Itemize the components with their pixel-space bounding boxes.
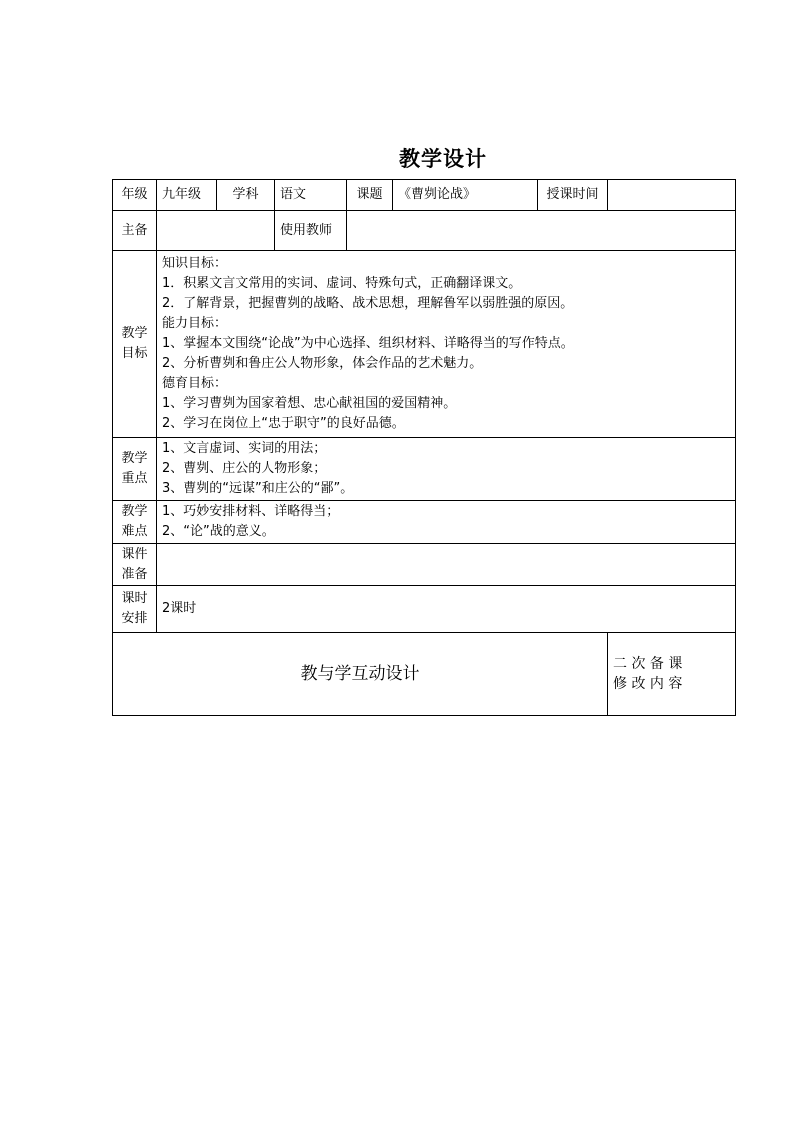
- difficulties-content[interactable]: [157, 501, 736, 544]
- materials-value[interactable]: [157, 544, 736, 586]
- key-points-label-line1: 教学: [121, 451, 148, 466]
- grade-value[interactable]: 九年级: [157, 180, 217, 211]
- prep-value[interactable]: [157, 211, 275, 251]
- key-points-row: [113, 438, 736, 501]
- page-title: 教学设计: [399, 147, 487, 171]
- key-point-line: 3、曹刿的“远谋”和庄公的“鄙”。: [162, 481, 354, 496]
- materials-label-line2: 准备: [121, 566, 148, 582]
- schedule-label: [113, 586, 157, 633]
- teacher-label: 使用教师: [275, 211, 347, 251]
- objectives-label-line1: 教学: [121, 326, 148, 341]
- objective-line: 2、分析曹刿和鲁庄公人物形象，体会作品的艺术魅力。: [162, 356, 483, 371]
- difficulties-label-line2: 难点: [121, 524, 148, 539]
- subject-value[interactable]: 语文: [275, 180, 347, 211]
- objectives-label: [113, 251, 157, 438]
- schedule-value[interactable]: 2课时: [157, 586, 736, 633]
- materials-row: [113, 544, 736, 586]
- schedule-label-line1: 课时: [121, 591, 148, 606]
- objective-line: 1．积累文言文常用的实词、虚词、特殊句式，正确翻译课文。: [162, 276, 522, 291]
- grade-label: 年级: [113, 180, 157, 211]
- header-row: [113, 180, 736, 211]
- key-points-label-line2: 重点: [121, 471, 148, 486]
- objective-line: 德育目标：: [162, 376, 228, 391]
- difficulties-label-line1: 教学: [121, 504, 148, 519]
- schedule-row: [113, 586, 736, 633]
- key-point-line: 2、曹刿、庄公的人物形象；: [162, 461, 327, 476]
- objectives-content[interactable]: [157, 251, 736, 438]
- objective-line: 2．了解背景，把握曹刿的战略、战术思想，理解鲁军以弱胜强的原因。: [162, 296, 574, 311]
- objective-line: 1、掌握本文围绕“论战”为中心选择、组织材料、详略得当的写作特点。: [162, 336, 574, 351]
- difficulties-label: [113, 501, 157, 544]
- key-point-line: 1、文言虚词、实词的用法；: [162, 441, 327, 456]
- difficulty-line: 2、“论”战的意义。: [162, 524, 275, 539]
- materials-label: [113, 544, 157, 586]
- difficulties-row: [113, 501, 736, 544]
- topic-label: 课题: [347, 180, 393, 211]
- subject-label: 学科: [217, 180, 275, 211]
- prep-label: 主备: [113, 211, 157, 251]
- difficulty-line: 1、巧妙安排材料、详略得当；: [162, 504, 340, 519]
- objective-line: 能力目标：: [162, 316, 228, 331]
- materials-label-line1: 课件: [121, 546, 148, 562]
- time-label: 授课时间: [538, 180, 608, 211]
- objective-line: 2、学习在岗位上“忠于职守”的良好品德。: [162, 416, 405, 431]
- objective-line: 1、学习曹刿为国家着想、忠心献祖国的爱国精神。: [162, 396, 457, 411]
- second-prep-line1: 二 次 备 课: [613, 656, 683, 672]
- prep-row: [113, 211, 736, 251]
- second-prep-cell[interactable]: [608, 633, 736, 716]
- second-prep-line2: 修 改 内 容: [613, 676, 683, 692]
- interaction-row: [113, 633, 736, 716]
- key-points-content[interactable]: [157, 438, 736, 501]
- objective-line: 知识目标：: [162, 256, 228, 271]
- objectives-row: [113, 251, 736, 438]
- topic-value[interactable]: 《曹刿论战》: [393, 180, 538, 211]
- interaction-title: 教与学互动设计: [113, 633, 608, 716]
- lesson-plan-table: [112, 179, 736, 716]
- time-value[interactable]: [608, 180, 736, 211]
- teacher-value[interactable]: [347, 211, 736, 251]
- key-points-label: [113, 438, 157, 501]
- schedule-label-line2: 安排: [121, 611, 148, 626]
- objectives-label-line2: 目标: [121, 346, 148, 361]
